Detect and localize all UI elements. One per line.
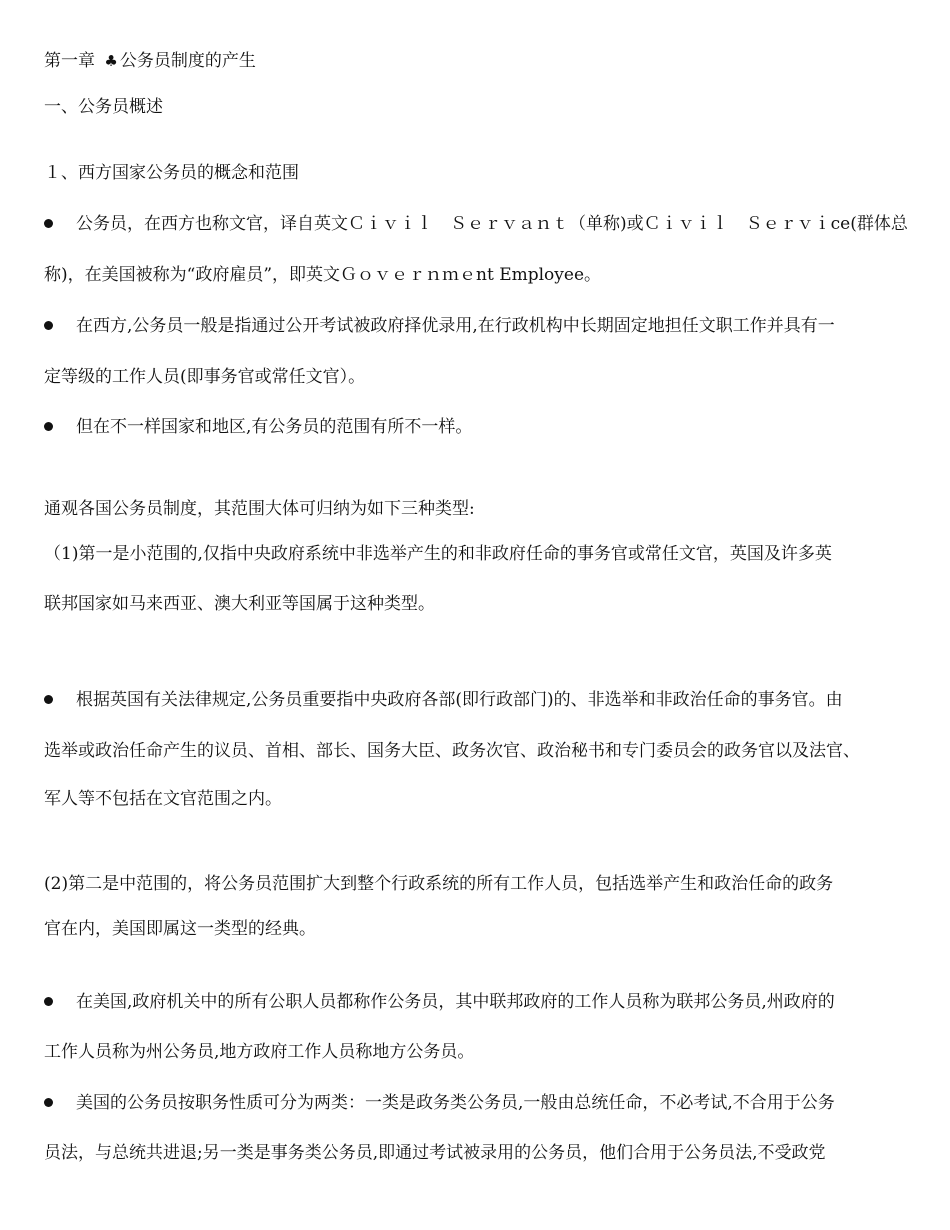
club-icon: ♣ [104,52,118,70]
bullet-icon [44,213,76,235]
bullet-text: 根据英国有关法律规定,公务员重要指中央政府各部(即行政部门)的、非选举和非政治任命的事务官。由 [76,690,843,710]
chapter-title: 公务员制度的产生 [119,51,256,71]
bullet-continuation: 定等级的工作人员(即事务官或常任文官）。 [44,367,366,387]
bullet-item-us-two-types [44,1092,835,1114]
type2-line2: 官在内，美国即属这一类型的经典。 [44,919,316,939]
bullet-icon [44,315,76,337]
bullet-text: 公务员，在西方也称文官，译自英文Ｃｉｖｉｌ Ｓｅｒｖａｎｔ（单称)或Ｃｉｖｉｌ Ｓｅｒｖｉce(群体总 [76,214,908,234]
type1-line1: （1)第一是小范围的,仅指中央政府系统中非选举产生的和非政府任命的事务官或常任文官，英国及许多英 [44,544,832,564]
bullet-continuation: 员法，与总统共进退;另一类是事务类公务员,即通过考试被录用的公务员，他们合用于公务员法,不受政党 [44,1143,826,1163]
bullet-continuation: 军人等不包括在文官范围之内。 [44,789,282,809]
bullet-icon [44,991,76,1013]
bullet-continuation: 工作人员称为州公务员,地方政府工作人员称地方公务员。 [44,1042,475,1062]
bullet-text: 在美国,政府机关中的所有公职人员都称作公务员，其中联邦政府的工作人员称为联邦公务员,州政府的 [76,992,835,1012]
chapter-heading [44,50,256,72]
bullet-item-civil-servant [44,213,908,235]
bullet-text: 在西方,公务员一般是指通过公开考试被政府择优录用,在行政机构中长期固定地担任文职工作并具有一 [76,316,835,336]
type2-line1: (2)第二是中范围的，将公务员范围扩大到整个行政系统的所有工作人员，包括选举产生和政治任命的政务 [44,874,834,894]
section-heading: 一、公务员概述 [44,97,163,117]
bullet-continuation: 称)，在美国被称为“政府雇员”，即英文Ｇｏｖｅｒｎｍｅnt Employee。 [44,265,602,285]
bullet-icon [44,689,76,711]
bullet-continuation: 选举或政治任命产生的议员、首相、部长、国务大臣、政务次官、政治秘书和专门委员会的政务官以及法官、 [44,741,860,761]
bullet-item-us-public-servants [44,991,835,1013]
bullet-text: 美国的公务员按职务性质可分为两类：一类是政务类公务员,一般由总统任命，不必考试,不合用于公务 [76,1093,835,1113]
chapter-prefix: 第一章 [44,51,95,71]
type1-line2: 联邦国家如马来西亚、澳大利亚等国属于这种类型。 [44,594,435,614]
bullet-item-western-definition [44,315,835,337]
bullet-item-uk-law [44,689,843,711]
bullet-item-scope-differs [44,416,472,438]
paragraph-types: 通观各国公务员制度，其范围大体可归纳为如下三种类型: [44,499,475,519]
subsection-heading: １、西方国家公务员的概念和范围 [44,163,299,183]
bullet-text: 但在不一样国家和地区,有公务员的范围有所不一样。 [76,417,473,437]
bullet-icon [44,416,76,438]
bullet-icon [44,1092,76,1114]
